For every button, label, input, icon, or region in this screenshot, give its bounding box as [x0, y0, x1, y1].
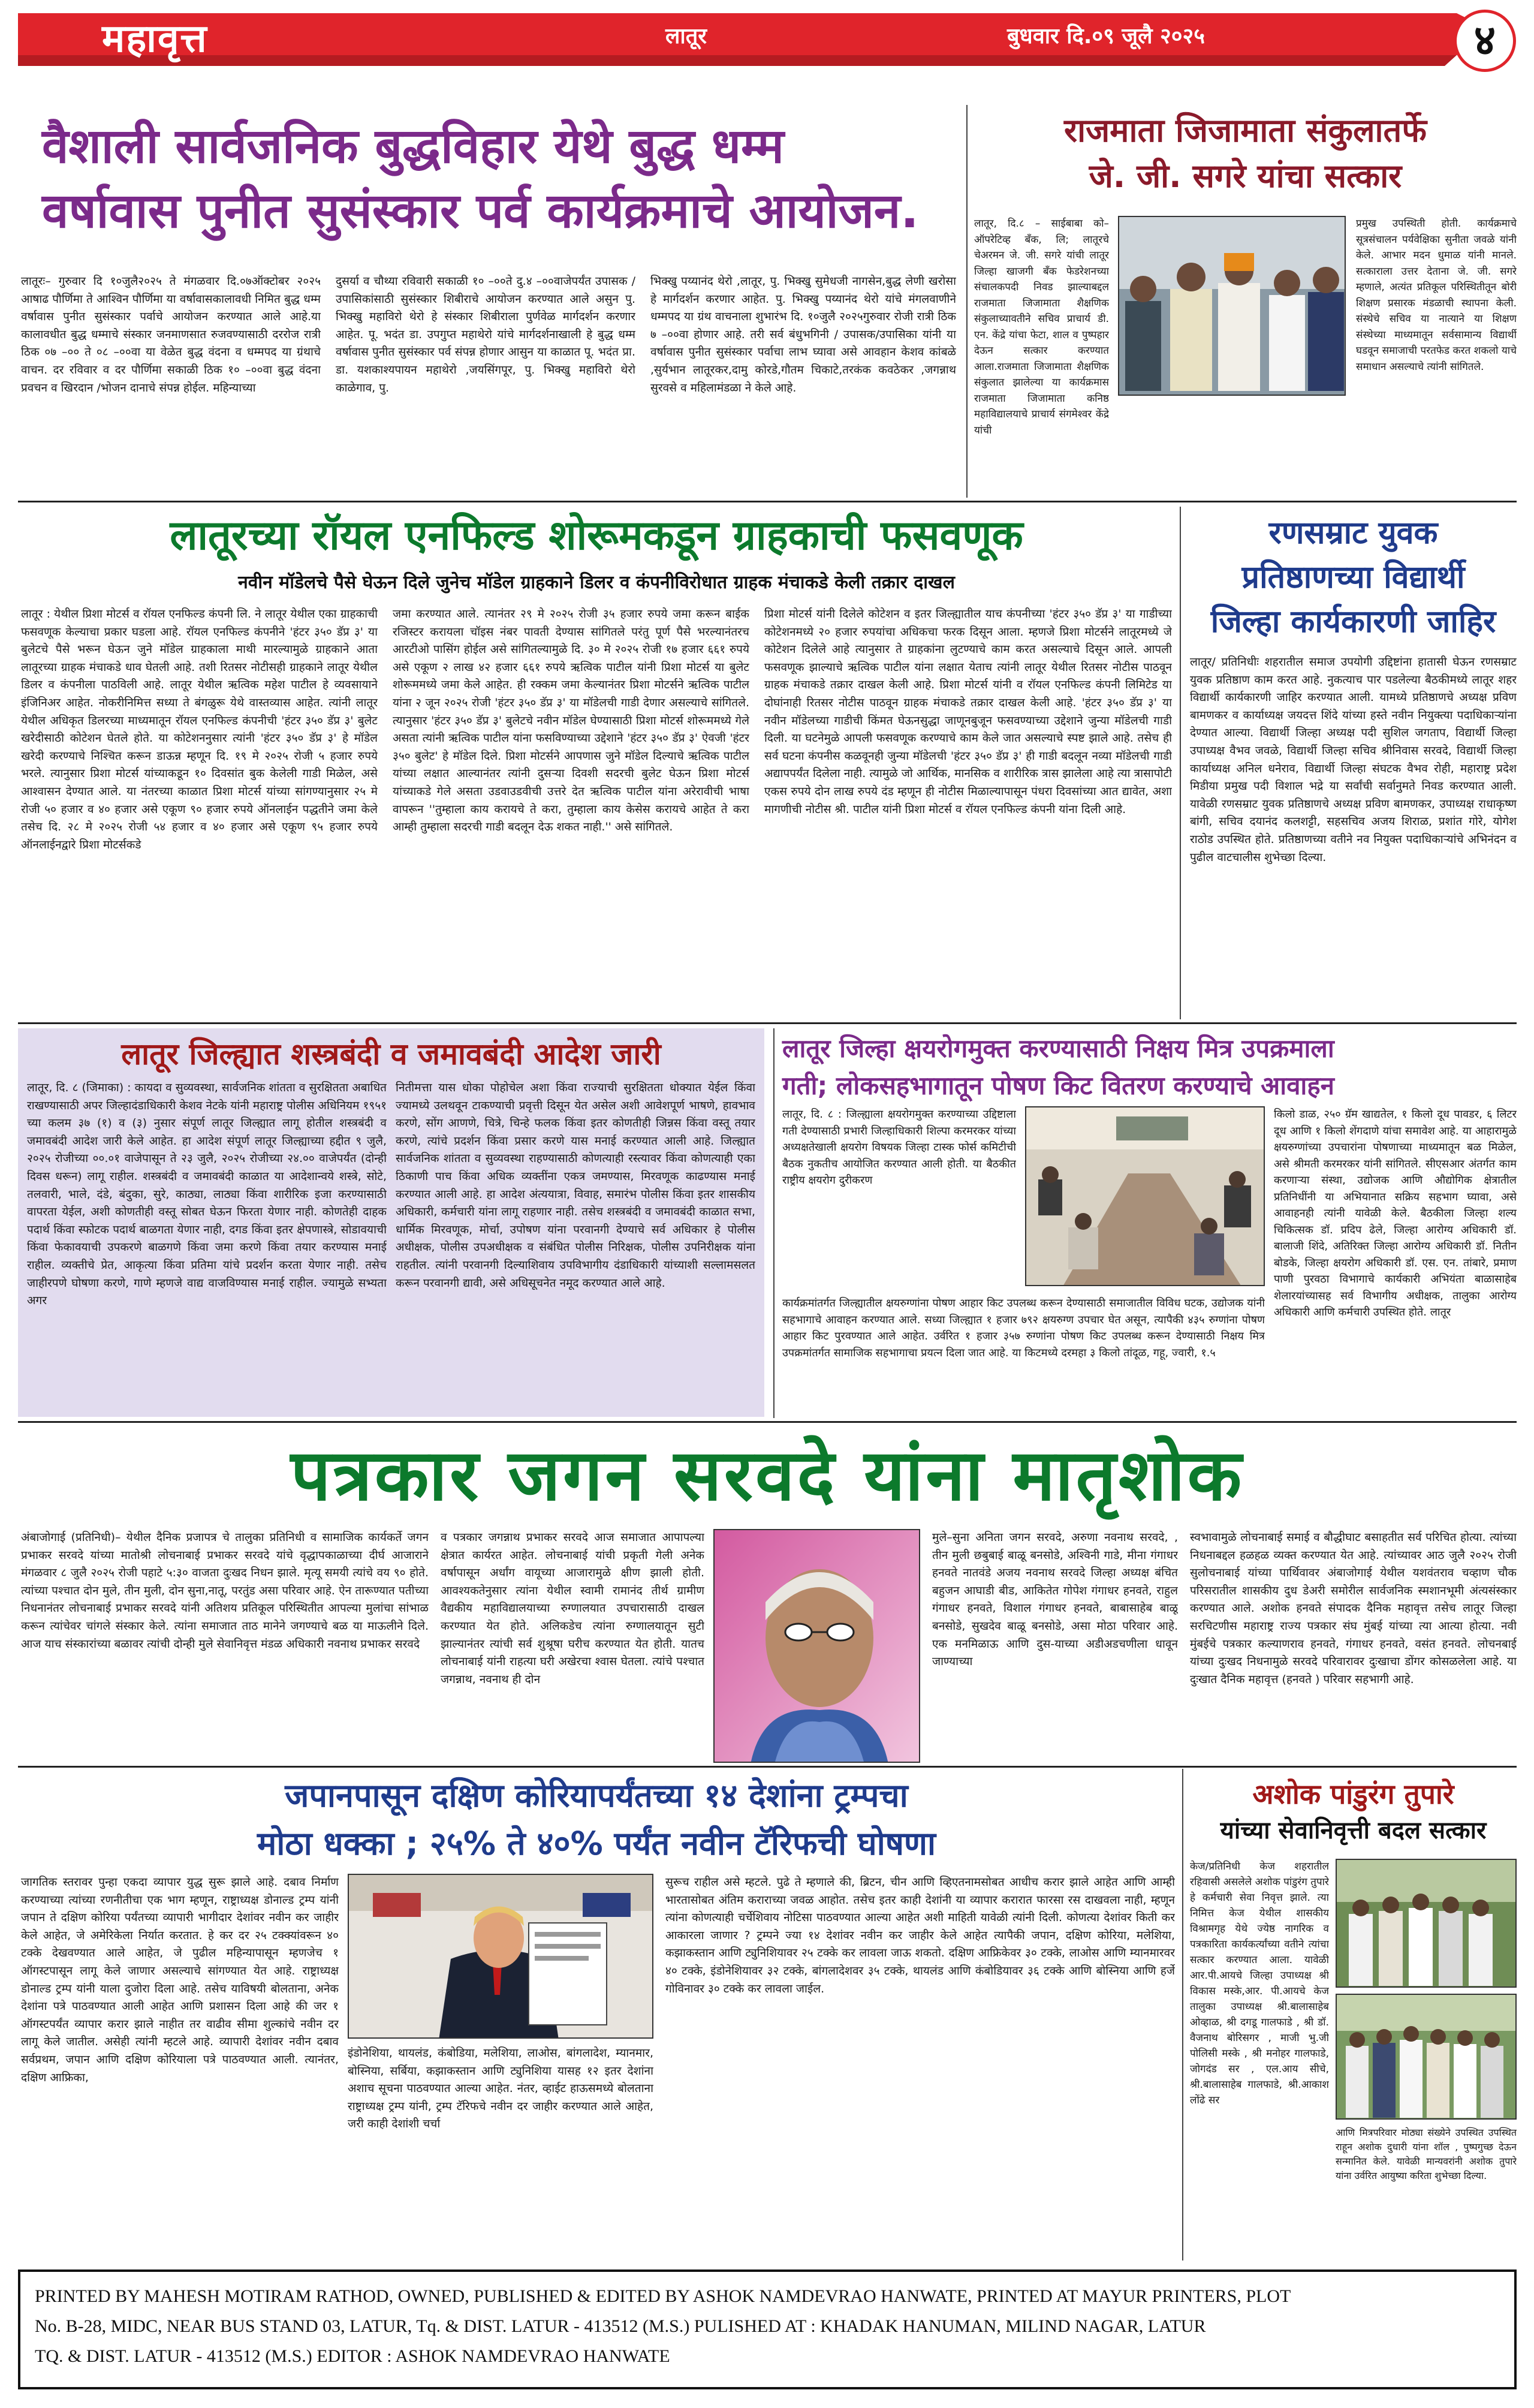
article1-headline-line2: वर्षावास पुनीत सुसंस्कार पर्व कार्यक्रमाचे आयोजन.: [42, 183, 919, 239]
article6-col-left-bottom: कार्यक्रमांतर्गत जिल्ह्यातील क्षयरुग्णांना पोषण आहार किट उपलब्ध करून देण्यासाठी समाजातील विविध घटक, उद्योजक यांनी सहभागाचे आवाहन करण्यात आले. सध्या जिल्ह्यात १ हजार ७९२ क्षयरुग्ण उपचार घेत असून, त्यापैकी ४३५ रुग्णांना पोषण आहार किट पुरवण्यात आले आहेत. उर्वरित १ हजार ३५७ रुग्णांना पोषण किट उपलब्ध करून देण्यासाठी निक्षय मित्र उपक्रमांतर्गत सामाजिक सहभागाचा प्रयत्न दिला जात आहे. या किटमध्ये दरमहा ३ किलो तांदूळ, गहू, ज्वारी, १.५: [782, 1297, 1265, 1359]
divider-lower-mid: [773, 1028, 774, 1418]
retirement-photo-bottom: [1336, 1994, 1517, 2120]
press-photo: [348, 1874, 653, 2039]
article9-headline-line1: अशोक पांडुरंग तुपारे: [1252, 1778, 1454, 1810]
article2-col-left: लातूर, दि.८ – साईबाबा को–ऑपरेटिव्ह बँक, लि; लातूरचे चेअरमन जे. जी. सगरे यांची लातूर जिल्हा खाजगी बँक फेडरेशनच्या संचालकपदी निवड झाल्याबद्दल राजमाता जिजामाता शैक्षणिक संकुलाच्यावतीने सचिव प्राचार्य डी. एन. केंद्रे यांचा फेटा, शाल व पुष्पहार देऊन सत्कार करण्यात आला.राजमाता जिजामाता शैक्षणिक संकुलात झालेल्या या कार्यक्रमास राजमाता जिजामाता कनिष्ठ महाविद्यालयाचे प्राचार्य संगमेश्वर केंद्रे यांची: [974, 218, 1109, 437]
article6-col-right: किलो डाळ, २५० ग्रॅम खाद्यतेल, १ किलो दूध पावडर, ६ लिटर दूध आणि १ किलो शेंगदाणे यांचा समावेश आहे. या आहारामुळे क्षयरुग्णांच्या उपचारांना पोषणाच्या माध्यमातून बळ मिळेल, असे श्रीमती करमरकर यांनी सांगितले. सीएसआर अंतर्गत काम करणाऱ्या संस्था, उद्योजक आणि औद्योगिक क्षेत्रातील प्रतिनिधींनी या अभियानात सक्रिय सहभाग घ्यावा, असे आवाहनही त्यांनी यावेळी केले. बैठकीला जिल्हा शल्य चिकित्सक डॉ. प्रदिप ढेले, जिल्हा आरोग्य अधिकारी डॉ. बालाजी शिंदे, अतिरिक्त जिल्हा आरोग्य अधिकारी डॉ. नितीन बोडके, जिल्हा क्षयरोग अधिकारी डॉ. एस. एन. तांबारे, प्रमाण पाणी पुरवठा विभागाचे कार्यकारी अभियंता बाळासाहेब शेलारयांच्यासह सर्व विभागीय अधीक्षक, तालुका आरोग्य अधिकारी आणि कर्मचारी उपस्थित होते. लातूर: [1274, 1108, 1517, 1319]
article2-headline-line2: जे. जी. सगरे यांचा सत्कार: [1089, 157, 1402, 195]
article4-headline-line1: रणसम्राट युवक: [1268, 515, 1438, 551]
article9-body: केज/प्रतिनिधी केज शहरातील रहिवासी असलेले अशोक पांडुरंग तुपारे हे कर्मचारी सेवा निवृत्त झाले. त्या निमित्त केज येथील शासकीय विश्रामगृह येथे ज्येष्ठ नागरिक व पत्रकारिता कार्यकर्त्यांच्या वतीने त्यांचा सत्कार करण्यात आला. यावेळी आर.पी.आयचे जिल्हा उपाध्यक्ष श्री विकास मस्के,आर. पी.आयचे केज तालुका उपाध्यक्ष श्री.बालासाहेब ओव्हाळ, श्री दगडू गालफाडे , श्री डॉ. वैजनाथ बोरिसगर , माजी भु.जी पोलिसी मस्के , श्री मनोहर गालफाडे, जोगदंड सर , एल.आय सीचे, श्री.बालासाहेब गालफाडे, श्री.आकाश लोंढे सर: [1190, 1861, 1329, 2106]
article5-headline: लातूर जिल्ह्यात शस्त्रबंदी व जमावबंदी आदेश जारी: [121, 1037, 661, 1071]
article6-headline-line1: लातूर जिल्हा क्षयरोगमुक्त करण्यासाठी निक्षय मित्र उपक्रमाला: [782, 1034, 1334, 1063]
rule-2: [18, 1022, 1517, 1024]
article2-col-right: प्रमुख उपस्थिती होती. कार्यक्रमाचे सूत्रसंचालन पर्यवेक्षिका सुनीता जवळे यांनी केले. आभार मदन धुमाळ यांनी मानले. सत्काराला उत्तर देताना जे. जी. सगरे म्हणाले, अत्यंत प्रतिकूल परिस्थितीतून बोरी शिक्षण प्रसारक मंडळाची स्थापना केली. संस्थेचे सचिव या नात्याने या शिक्षण संस्थेच्या माध्यमातून सर्वसामान्य विद्यार्थी घडवून समाजाची परतफेड करत शकलो याचे समाधान असल्याचे त्यांनी सांगितले.: [1356, 218, 1517, 373]
article8-headline: [21, 1772, 1172, 1868]
article4-headline: [1190, 511, 1517, 644]
article6-col-left-top: लातूर, दि. ८ : जिल्ह्याला क्षयरोगमुक्त करण्याच्या उद्दिष्टाला गती देण्यासाठी प्रभारी जिल्हाधिकारी शिल्पा करमरकर यांच्या अध्यक्षतेखाली क्षयरोग विषयक जिल्हा टास्क फोर्स कमिटीची बैठक नुकतीच आयोजित करण्यात आली होती. या बैठकीत राष्ट्रीय क्षयरोग दुरीकरण: [782, 1108, 1016, 1187]
article2-headline-line1: राजमाता जिजामाता संकुलातर्फे: [1064, 112, 1427, 149]
rule-4: [18, 1766, 1517, 1768]
article4-headline-line2: प्रतिष्ठाणच्या विद्यार्थी: [1241, 559, 1465, 595]
page-number-badge: [1454, 10, 1516, 72]
article3-subheadline: नवीन मॉडेलचे पैसे घेऊन दिले जुनेच मॉडेल ग्राहकाने डिलर व कंपनीविरोधात ग्राहक मंचाकडे केली तक्रार दाखल: [238, 572, 955, 593]
rule-3: [18, 1421, 1517, 1423]
issue-date: बुधवार दि.०९ जूलै २०२५: [1007, 24, 1205, 49]
article8-headline-line1: जपानपासून दक्षिण कोरियापर्यंतच्या १४ देशांना ट्रम्पचा: [285, 1777, 908, 1814]
article3-col3: प्रिशा मोटर्स यांनी दिलेले कोटेशन व इतर जिल्ह्यातील याच कंपनीच्या 'हंटर ३५० डॅप्र ३' या गाडीच्या कोटेशनमध्ये २० हजार रुपयांचा अधिकचा फरक दिसून आला. म्हणजे प्रिशा मोटर्सने लातूरमध्ये जे कोटेशन दिलेले आहे त्यानुसार ते ग्राहकांना लुटण्याचे काम करत असल्याचे दिसून आले. आपली फसवणूक झाल्याचे ऋत्विक पाटील यांना लक्षात येताच त्यांनी लातूर येथील रितसर नोटीस पाठवून ग्राहक मंचाकडे तक्रार दाखल केली आहे. प्रिशा मोटर्स यांनी व रॉयल एनफिल्ड कंपनी लिमिटेड या दोघांनाही रितसर नोटीस पाठवून ग्राहक मंचाकडे तक्रार दाखल केली आहे. 'हंटर ३५० डॅप्र ३' या नवीन मॉडेलच्या गाडीची किंमत घेऊनसुद्धा जाणूनबुजून फसवण्याच्या उद्देशाने जुन्या मॉडेलची गाडी दिली. या घटनेमुळे आपली फसवणूक करण्याचे काम केले जात असल्याचे स्पष्ट झाले आहे. तसेच ही सर्व घटना कंपनीस कळवूनही जुन्या मॉडेलची 'हंटर ३५० डॅप्र ३' ही गाडी बदलून नव्या मॉडेलची गाडी अद्यापपर्यंत दिलेला नाही. त्यामुळे जो आर्थिक, मानसिक व शारीरिक त्रास झालेला आहे त्या त्रासापोटी एकस रुपये दोन लाख रुपये दंड म्हणून ही नोटीस मिळाल्यापासून पंधरा दिवसांच्या आत द्यावेत, अशा मागणीची नोटीस श्री. पाटील यांनी प्रिशा मोटर्स व रॉयल एनफिल्ड कंपनी यांना दिली आहे.: [764, 607, 1172, 816]
article5-col2: नितीमत्ता यास धोका पोहोचेल अशा किंवा राज्याची सुरक्षितता धोक्यात येईल किंवा ज्यामध्ये उलथवून टाकण्याची प्रवृत्ती दिसून येत असेल अशी आवेशपूर्ण भाषणे, हावभाव करणे, सोंग आणणे, चित्रे, चिन्हे फलक किंवा इतर कोणतीही जिन्नस किंवा वस्तू तयार करणे, त्यांचे प्रदर्शन किंवा प्रसार करणे यास मनाई करण्यात आली आहे. जिल्ह्यात सार्वजनिक शांतता व सुव्यवस्था राहण्यासाठी कोणत्याही रस्त्यावर किंवा कोणत्याही एका ठिकाणी पाच किंवा अधिक व्यक्तींना एकत्र जमण्यास, मिरवणूक काढण्यास मनाई करण्यात आली आहे. हा आदेश अंत्ययात्रा, विवाह, समारंभ पोलीस किंवा इतर शासकीय अधिकारी, कर्मचारी यांना लागू राहणार नाही. तसेच शस्त्रबंदी व जमावबंदी काळात सभा, धार्मिक मिरवणूक, मोर्चा, उपोषण यांना परवानगी देण्याचे सर्व अधिकार हे पोलीस अधीक्षक, पोलीस उपअधीक्षक व संबंधित पोलीस निरिक्षक, पोलीस उपनिरीक्षक यांना राहतील. त्यांनी परवानगी दिल्याशिवाय उपविभागीय दंडाधिकारी यांच्याशी सल्लामसलत करून परवानगी द्यावी, असे अधिसूचनेत नमूद करण्यात आले आहे.: [396, 1081, 755, 1290]
felicitation-photo: [1118, 216, 1346, 396]
article7-col4: स्वभावामुळे लोचनाबाई समाई व बौद्धीघाट बसाहतीत सर्व परिचित होत्या. त्यांच्या निधनाबद्दल हळहळ व्यक्त करण्यात येत आहे. त्यांच्यावर आठ जुलै २०२५ रोजी सुलोचनाबाई यांच्या पार्थिवावर अंबाजोगाई येथील यशवंतराव चव्हाण चौक परिसरातील शासकीय दुध डेअरी समोरील सार्वजनिक स्मशानभूमी अंत्यसंस्कार करण्यात आले. अशोक हनवते संपादक दैनिक महावृत्त तसेच लातूर जिल्हा सरचिटणीस महाराष्ट्र राज्य पत्रकार संघ मुंबई यांच्या त्या आत्या होत्या. नवी मुंबईचे पत्रकार कल्याणराव हनवते, गंगाधर हनवते, वसंत हनवते. लोचनबाई यांच्या दुःखद निधनामुळे सरवदे परिवारावर दुःखाचा डोंगर कोसळलेला आहे. या दुःखात दैनिक महावृत्त (हनवते ) परिवार सहभागी आहे.: [1190, 1531, 1517, 1686]
article1-col2: दुसर्या व चौथ्या रविवारी सकाळी १० –००ते दु.४ –००वाजेपर्यंत उपासक /उपासिकांसाठी सुसंस्कार शिबीराचे आयोजन करण्यात आले असुन पु. भिक्खु महाविरो थेरो हे संस्कार शिबीराला पुर्णवेळ मार्गदर्शन करणार आहेत. पू. भदंत डा. उपगुप्त महाथेरो यांचे मार्गदर्शनाखाली हे बुद्ध धम्म वर्षावास पुनीत सुसंस्कार पर्व संपन्न होणार आसुन या काळात पू. भदंत प्रा. डा. यशकाश्यपायन महाथेरो ,जयसिंगपूर, पु. भिक्खु महाविरो थेरो काळेगाव, पु.: [336, 275, 635, 395]
paper-name: महावृत्त: [102, 17, 208, 61]
article1-headline: [42, 114, 953, 243]
article9-headline: [1190, 1775, 1517, 1848]
article8-headline-line2: मोठा धक्का ; २५% ते ४०% पर्यंत नवीन टॅरिफची घोषणा: [257, 1825, 936, 1862]
article3-col2: जमा करण्यात आले. त्यानंतर २९ मे २०२५ रोजी ३५ हजार रुपये जमा करून बाईक रजिस्टर करायला चॉइस नंबर पावती देण्यास सांगितले परंतु पूर्ण पैसे भरल्यानंतरच आरटीओ पासिंग होईल असे सांगितल्यामुळे दि. ३० मे २०२५ रोजी १७ हजार ६६१ रुपये असे एकूण २ लाख ४२ हजार ६६१ रुपये ऋत्विक पाटील यांनी प्रिशा मोटर्स या बुलेट शोरूममध्ये जमा केले आहेत. ही रक्कम जमा केल्यानंतर प्रिशा मोटर्सने ऋत्विक पाटील यांना २ जून २०२५ रोजी 'हंटर ३५० डॅप्र ३' या मॉडेलची गाडी देणार असल्याचे सांगितले. त्यानुसार 'हंटर ३५० डॅप्र ३' बुलेटचे नवीन मॉडेल घेण्यासाठी प्रिशा मोटर्स शोरूममध्ये गेले असता त्यांनी ऋत्विक पाटील यांना फसविण्याच्या उद्देशाने 'हंटर ३५० डॅप्र ३' ऐवजी 'हंटर ३५० बुलेट' हे मॉडेल दिले. प्रिशा मोटर्सने आपणास जुने मॉडेल दिल्याचे ऋत्विक पाटील यांच्या लक्षात आल्यानंतर त्यांनी दुसऱ्या दिवशी सदरची बुलेट घेऊन प्रिशा मोटर्स यांच्याकडे गेले असता उडवाउडवीची उत्तरे देत ऋत्विक पाटील यांना अरेरावीची भाषा वापरून ''तुम्हाला काय करायचे ते करा, तुम्हाला काय केसेस करायचे आहेत ते करा आम्ही तुम्हाला सदरची गाडी बदलून देऊ शकत नाही.'' असे सांगितले.: [393, 607, 749, 834]
article5-col1: लातूर, दि. ८ (जिमाका) : कायदा व सुव्यवस्था, सार्वजनिक शांतता व सुरक्षितता अबाधित राखण्यासाठी अपर जिल्हादंडाधिकारी केशव नेटके यांनी महाराष्ट्र पोलीस अधिनियम १९५१ च्या कलम ३७ (१) व (३) नुसार संपूर्ण लातूर जिल्ह्यात लागू होतील शस्त्रबंदी व जमावबंदी आदेश जारी केले आहेत. हा आदेश संपूर्ण लातूर जिल्ह्याच्या हद्दीत ९ जुलै, २०२५ रोजीच्या ००.०१ वाजेपासून ते २३ जुलै, २०२५ रोजीच्या २४.०० वाजेपर्यंत (दोन्ही दिवस धरून) लागू राहील. शस्त्रबंदी व जमावबंदी काळात या आदेशान्वये शस्त्रे, सोटे, तलवारी, भाले, दंडे, बंदुका, सुरे, काठ्या, लाठ्या किंवा शारीरिक इजा करण्यासाठी वापरता येईल, अशी कोणतीही वस्तू सोबत घेऊन फिरता येणार नाही. कोणतेही दाहक पदार्थ किंवा स्फोटक पदार्थ बाळगता येणार नाही, दगड किंवा इतर क्षेपणास्त्रे, सोडावयाची किंवा फेकावयाची उपकरणे बाळगणे किंवा जमा करणे किंवा तयार करण्यास मनाई राहील. व्यक्तीचे प्रेत, आकृत्या किंवा प्रतिमा यांचे प्रदर्शन करता येणार नाही. तसेच जाहीरपणे घोषणा करणे, गाणे म्हणजे वाद्य वाजविण्यास मनाई राहील. ज्यामुळे सभ्यता अगर: [27, 1081, 387, 1308]
article9-caption: आणि मित्रपरिवार मोठ्या संख्येने उपस्थित उपस्थित राहून अशोक दुधारी यांना शॉल , पुष्पगुच्छ देऊन सन्मानित केले. यावेळी मान्यवरांनी अशोक तुपारे यांना उर्वरित आयुष्या करिता शुभेच्छा दिल्या.: [1336, 2127, 1517, 2181]
article2-headline: [974, 108, 1517, 199]
city-label: लातूर: [665, 24, 707, 49]
masthead: [18, 13, 1517, 73]
article7-col1: अंबाजोगाई (प्रतिनिधी)– येथील दैनिक प्रजापत्र चे तालुका प्रतिनिधी व सामाजिक कार्यकर्ते जगन प्रभाकर सरवदे यांच्या मातोश्री लोचनाबाई प्रभाकर सरवदे यांचे वृद्धापकाळाच्या दीर्घ आजाराने मंगळवार ८ जुलै २०२५ रोजी पहाटे ५:३० वाजता दुःखद निधन झाले. मृत्यू समयी त्यांचे वय ९० होते. त्यांच्या पश्चात दोन मुले, तीन मुली, दोन सुना,नातू, परतुंड असा परिवार आहे. ऐन तारूण्यात पतीच्या निधनानंतर लोचनाबाई प्रभाकर सरवदे यांनी अतिशय प्रतिकूल परिस्थितीत आपल्या मुलांचा सांभाळ करून त्यांचेवर चांगले संस्कार केले. त्यांना समाजात ताठ मानेने जगण्याचे बळ या माऊलीने दिले. आज याच संस्कारांच्या बळावर त्यांची दोन्ही मुले सेवानिवृत्त मंडळ अधिकारी नवनाथ प्रभाकर सरवदे: [21, 1531, 429, 1651]
imprint-footer: [18, 2269, 1517, 2389]
article6-headline: [782, 1030, 1517, 1104]
divider-top-right: [966, 105, 968, 498]
article4-headline-line3: जिल्हा कार्यकारणी जाहिर: [1210, 604, 1496, 640]
article3-headline: लातूरच्या रॉयल एनफिल्ड शोरूमकडून ग्राहकाची फसवणूक: [170, 512, 1023, 559]
retirement-photo-top: [1336, 1859, 1517, 1988]
rule-1: [18, 501, 1517, 502]
article1-col3: भिक्खु पय्यानंद थेरो ,लातूर, पु. भिक्खु सुमेधजी नागसेन,बुद्ध लेणी खरोसा हे मार्गदर्शन करणार आहेत. पु. भिक्खु पय्यानंद थेरो यांचे मंगलवाणीने धम्मपद या ग्रंथ वाचनाला शुभारंभ दि. १०जुलै २०२५गुरुवार रोजी रात्री ठिक ७ –००वा होणार आहे. तरी सर्व बंधुभगिनी / उपासक/उपासिका यांनी या वर्षावास पुनीत सुसंस्कार पर्वाचा लाभ घ्यावा असे आवहान केशव कांबळे ,सुर्यभान लातूरकर,दामु कोरडे,गौतम चिकाटे,तरकंक कवठेकर ,जगन्नाथ सुरवसे व महिलामंडळा ने केले आहे.: [650, 275, 956, 395]
article1-col1: लातूरः– गुरुवार दि १०जुलै२०२५ ते मंगळवार दि.०७ऑक्टोबर २०२५ आषाढ पौर्णिमा ते आश्विन पौर्णिमा या वर्षावासकालावधी निमित बुद्ध धम्म वर्षावास पुनीत सुसंस्कार पर्वाचे आयोजन करण्यात आले आहे.या कालावधीत बुद्ध धम्माचे संस्कार जनमाणसात रुजवण्यासाठी दररोज रात्री ठिक ०७ –०० ते ०८ –००वा या वेळेत बुद्ध वंदना व धम्मपद या ग्रंथाचे वाचन. दर रविवार व दर पौर्णिमा सकाळी ठिक १० –००वा बुद्ध वंदना प्रवचन व खिरदान /भोजन दानाचे संपन्न होईल. महिन्याच्या: [21, 275, 321, 395]
portrait-photo: [713, 1529, 920, 1763]
article6-headline-line2: गती; लोकसहभागातून पोषण किट वितरण करण्याचे आवाहन: [782, 1071, 1334, 1100]
article8-col3: सुरूच राहील असे म्हटले. पुढे ते म्हणाले की, ब्रिटन, चीन आणि व्हिएतनामसोबत आधीच करार झाले आहेत आणि आम्ही भारतासोबत अंतिम कराराच्या जवळ आहोत. तसेच इतर काही देशांनी या व्यापार करारात फारसा रस दाखवला नाही, म्हणून त्यांना कोणत्याही चर्चेशिवाय नोटिसा पाठवण्यात आल्या आहेत अशी माहिती यावेळी त्यांनी दिली. कोणत्या देशांवर किती कर आकारला जाणार ? ट्रम्पने ज्या १४ देशांवर नवीन कर जाहीर केले आहेत त्यापैकी जपान, दक्षिण कोरिया, मलेशिया, कझाकस्तान आणि ट्युनिशियावर २५ टक्के कर लावला जाऊ शकतो. दक्षिण आफ्रिकेवर ३० टक्के, लाओस आणि म्यानमारवर ४० टक्के, इंडोनेशियावर ३२ टक्के, बांगलादेशवर ३५ टक्के, थायलंड आणि कंबोडियावर ३६ टक्के आणि बोस्निया आणि हर्जे गोविनावर ३० टक्के कर लावला जाईल.: [665, 1876, 1175, 1995]
divider-mid-right: [1180, 507, 1181, 1019]
page-number: ४: [1473, 16, 1496, 65]
article3-col1: लातूर : येथील प्रिशा मोटर्स व रॉयल एनफिल्ड कंपनी लि. ने लातूर येथील एका ग्राहकाची फसवणूक केल्याचा प्रकार घडला आहे. रॉयल एनफिल्ड कंपनीने 'हंटर ३५० डॅप्र ३' या बुलेटचे पैसे भरून घेऊन जुने मॉडेल ग्राहकाला माथी मारल्यामुळे ग्राहकाने आता लातूरच्या ग्राहक मंचाकडे धाव घेतली आहे. तशी रितसर नोटीसही ग्राहकाने लातूर येथील डिलर व कंपनीला पाठविली आहे. लातूर येथील ऋत्विक महेश पाटील हे व्यवसायाने इंजिनिअर आहेत. नोकरीनिमित्त सध्या ते बंगळुरू येथे वास्तव्यास आहेत. त्यांनी लातूर येथील अधिकृत डिलरच्या माध्यमातून रॉयल एनफिल्ड कंपनीची 'हंटर ३५० डॅप्र ३' बुलेट खरेदीसाठी कोटेशन घेतले होते. या कोटेशननुसार त्यांनी 'हंटर ३५० डॅप्र ३' हे मॉडेल खरेदी करण्याचे निश्चित करून डाऊन्न म्हणून दि. १९ मे २०२५ रोजी ५ हजार रुपये भरले. त्यानुसार प्रिशा मोटर्स यांच्याकडून १० दिवसांत बुक केलेली गाडी मिळेल, असे आश्वासन देण्यात आले. या नंतरच्या काळात प्रिशा मोटर्स यांच्या सांगण्यानुसार २५ मे रोजी ५० हजार व ४० हजार असे एकूण ९० हजार रुपये ऑनलाईन पद्धतीने जमा केले तसेच दि. २८ मे २०२५ रोजी ५४ हजार व ४० हजार असे एकूण ९५ हजार रुपये ऑनलाईनद्वारे प्रिशा मोटर्सकडे: [21, 607, 378, 851]
article9-headline-line2: यांच्या सेवानिवृत्ती बदल सत्कार: [1220, 1817, 1487, 1844]
article7-col3: मुले–सुना अनिता जगन सरवदे, अरुणा नवनाथ सरवदे, , तीन मुली छबुबाई बाळू बनसोडे, अश्विनी गाडे, मीना गंगाधर हनवते नातवंडे अजय नवनाथ सरवदे जिल्हा अध्यक्ष बंचित बहुजन आघाडी बीड, आकितेत गोपेश गंगाधर हनवते, राहुल गंगाधर हनवते, विशाल गंगाधर हनवते, बाबासाहेब बाळू बनसोडे, सुखदेव बाळू बनसोडे, असा मोठा परिवार आहे. एक मनमिळाऊ आणि दुस-याच्या अडीअडचणीला धावून जाण्याच्या: [932, 1531, 1178, 1669]
divider-bottom-right: [1182, 1769, 1183, 2260]
article1-headline-line1: वैशाली सार्वजनिक बुद्धविहार येथे बुद्ध धम्म: [42, 118, 784, 174]
imprint-line-1: PRINTED BY MAHESH MOTIRAM RATHOD, OWNED, PUBLISHED & EDITED BY ASHOK NAMDEVRAO HANWATE, PRINTED AT MAYUR PRINTERS, PLOT: [35, 2286, 1291, 2306]
imprint-line-3: TQ. & DIST. LATUR - 413512 (M.S.) EDITOR : ASHOK NAMDEVRAO HANWATE: [35, 2346, 670, 2366]
article8-col1: जागतिक स्तरावर पुन्हा एकदा व्यापार युद्ध सुरू झाले आहे. दबाव निर्माण करण्याच्या त्यांच्या रणनीतीचा एक भाग म्हणून, राष्ट्राध्यक्ष डोनाल्ड ट्रम्प यांनी जपान ते दक्षिण कोरिया पर्यंतच्या व्यापारी भागीदार देशांवर नवीन कर जाहीर केले आहेत, जे अमेरिकेला निर्यात करतात. हे कर दर २५ टक्क्यांवरून ४० टक्के देखवण्यात आले आहेत, जे पुढील महिन्यापासून म्हणजेच १ ऑगस्टपासून लागू केले जाणार असल्याचे सांगण्यात येत आहे. राष्ट्राध्यक्ष डोनाल्ड ट्रम्प यांनी याला दुजोरा दिला आहे. तसेच याविषयी बोलताना, अनेक देशांना पत्रे पाठवण्यात आली आहेत आणि प्रशासन दिला आहे की जर १ ऑगस्टपर्यंत व्यापार करार झाले नाहीत तर वाढीव सीमा शुल्कांचे नवीन दर लागू केले जातील. असेही त्यांनी म्हटले आहे. व्यापारी देशांवर नवीन दबाव सर्वप्रथम, जपान आणि दक्षिण कोरियाला पत्रे पाठवण्यात आली. त्यानंतर, दक्षिण आफ्रिका,: [21, 1876, 339, 2084]
meeting-photo: [1025, 1106, 1265, 1286]
article7-headline: पत्रकार जगन सरवदे यांना मातृशोक: [290, 1434, 1244, 1516]
article8-col2: इंडोनेशिया, थायलंड, कंबोडिया, मलेशिया, लाओस, बांगलादेश, म्यानमार, बोस्निया, सर्बिया, कझाकस्तान आणि ट्युनिशिया यासह १२ इतर देशांना अशाच सूचना पाठवण्यात आल्या आहेत. नंतर, व्हाईट हाऊसमध्ये बोलताना राष्ट्राध्यक्ष ट्रम्प यांनी, ट्रम्प टॅरिफचे नवीन दर जाहीर करण्यात आले आहेत, जरी काही देशांशी चर्चा: [348, 2046, 653, 2131]
imprint-line-2: No. B-28, MIDC, NEAR BUS STAND 03, LATUR, Tq. & DIST. LATUR - 413512 (M.S.) PULISHED AT : KHADAK HANUMAN, MILIND NAGAR, LATUR: [35, 2316, 1206, 2336]
article4-body: लातूर/ प्रतिनिधीः शहरातील समाज उपयोगी उद्दिष्टांना हातासी घेऊन रणसम्राट युवक प्रतिष्ठाण काम करत आहे. नुकत्याच पार पडलेल्या बैठकीमध्ये लातूर शहर विद्यार्थी कार्यकारणी जाहिर करण्यात आली. यामध्ये प्रतिष्ठाणचे अध्यक्ष प्रविण बामणकर व कार्याध्यक्ष जयदत्त शिंदे यांच्या हस्ते नवीन नियुक्त्या पदाधिकाऱ्यांना देण्यात आल्या. विद्यार्थी जिल्हा अध्यक्ष पदी सुशिल जगताप, विद्यार्थी जिल्हा उपाध्यक्ष वैभव जवळे, विद्यार्थी जिल्हा सचिव श्रीनिवास सरवदे, विद्यार्थी जिल्हा कार्याध्यक्ष अनिल धनेराव, विद्यार्थी जिल्हा संघटक वैभव रोही, महाराष्ट्र प्रदेश मिडीया प्रमुख पदी विशाल भद्रे या सर्वांची सर्वानुमते निवड करण्यात आली. यावेळी रणसम्राट युवक प्रतिष्ठाणचे अध्यक्ष प्रविण बामणकर, उपाध्यक्ष राधाकृष्ण बांगी, सचिव दयानंद कलशट्टी, सहसचिव अजय शिराळ, प्रशांत गोरे, योगेश राठोड उपस्थित होते. प्रतिष्ठाणच्या वतीने नव नियुक्त पदाधिकाऱ्यांचे अभिनंदन व पुढील वाटचालीस शुभेच्छा दिल्या.: [1190, 655, 1517, 864]
article7-col2: व पत्रकार जगन्नाथ प्रभाकर सरवदे आज समाजात आपापल्या क्षेत्रात कार्यरत आहेत. लोचनाबाई यांची प्रकृती गेली अनेक वर्षापासून अर्धांग वायूच्या आजारामुळे क्षीण झाली होती. आवश्यकतेनुसार त्यांना येथील स्वामी रामानंद तीर्थ ग्रामीण वैद्यकीय महाविद्यालयाच्या रुग्णालयात उपचारासाठी दाखल करण्यात येत होते. अलिकडेच त्यांना रुग्णालयातून सुटी झाल्यानंतर त्यांची सर्व शुश्रूषा घरीच करण्यात येत होती. यातच लोचनाबाई यांनी राहत्या घरी अखेरचा श्वास घेतला. त्यांचे पश्चात जगन्नाथ, नवनाथ ही दोन: [441, 1531, 704, 1686]
